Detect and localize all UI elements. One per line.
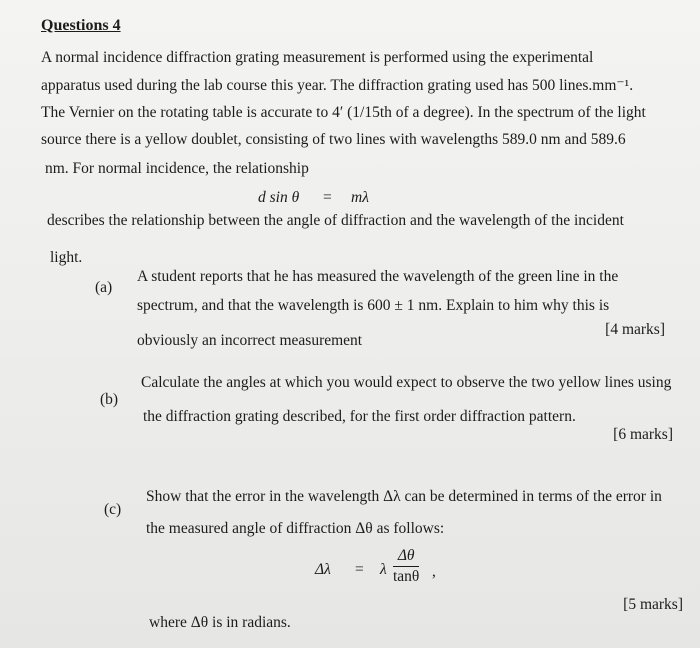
part-b-line-1: Calculate the angles at which you would expect to observe the two yellow lines using bbox=[141, 374, 672, 391]
intro-line-3: The Vernier on the rotating table is accurate to 4′ (1/15th of a degree). In the spectrum of the light bbox=[41, 104, 646, 121]
part-a-label: (a) bbox=[95, 279, 113, 296]
intro-line-2: apparatus used during the lab course this year. The diffraction grating used has 500 lines.mm⁻¹. bbox=[41, 77, 634, 94]
part-a-line-2: spectrum, and that the wavelength is 600 ± 1 nm. Explain to him why this is bbox=[137, 297, 610, 314]
error-equation-comma: , bbox=[432, 563, 436, 580]
part-a-line-1: A student reports that he has measured the wavelength of the green line in the bbox=[137, 268, 619, 285]
part-b-label: (b) bbox=[100, 391, 119, 408]
equation-lhs: d sin θ bbox=[258, 189, 300, 206]
equation-rhs: mλ bbox=[351, 189, 369, 206]
error-equation-lhs: Δλ bbox=[315, 561, 331, 578]
error-equation-equals: = bbox=[355, 561, 364, 578]
part-c-where-note: where Δθ is in radians. bbox=[149, 614, 291, 631]
part-c-line-2: the measured angle of diffraction Δθ as follows: bbox=[146, 520, 445, 537]
intro-line-5: nm. For normal incidence, the relationship bbox=[45, 160, 309, 177]
equation-equals: = bbox=[323, 189, 332, 206]
part-c-label: (c) bbox=[104, 501, 122, 518]
part-c-line-1: Show that the error in the wavelength Δλ can be determined in terms of the error in bbox=[146, 488, 662, 505]
part-b-marks: [6 marks] bbox=[613, 426, 673, 443]
part-a-line-3: obviously an incorrect measurement bbox=[137, 332, 363, 349]
fraction-denominator: tanθ bbox=[393, 568, 420, 585]
part-b-line-2: the diffraction grating described, for the first order diffraction pattern. bbox=[143, 408, 576, 425]
after-equation-line-2: light. bbox=[50, 249, 83, 266]
part-c-marks: [5 marks] bbox=[623, 596, 683, 613]
error-equation-coefficient: λ bbox=[380, 561, 387, 578]
part-a-marks: [4 marks] bbox=[605, 321, 665, 338]
fraction-numerator: Δθ bbox=[393, 547, 419, 567]
error-equation-fraction bbox=[393, 547, 419, 586]
intro-line-4: source there is a yellow doublet, consisting of two lines with wavelengths 589.0 nm and 589.6 bbox=[41, 131, 626, 148]
after-equation-line-1: describes the relationship between the angle of diffraction and the wavelength of the incident bbox=[47, 212, 624, 229]
question-title: Questions 4 bbox=[41, 17, 121, 34]
intro-line-1: A normal incidence diffraction grating measurement is performed using the experimental bbox=[41, 49, 594, 66]
